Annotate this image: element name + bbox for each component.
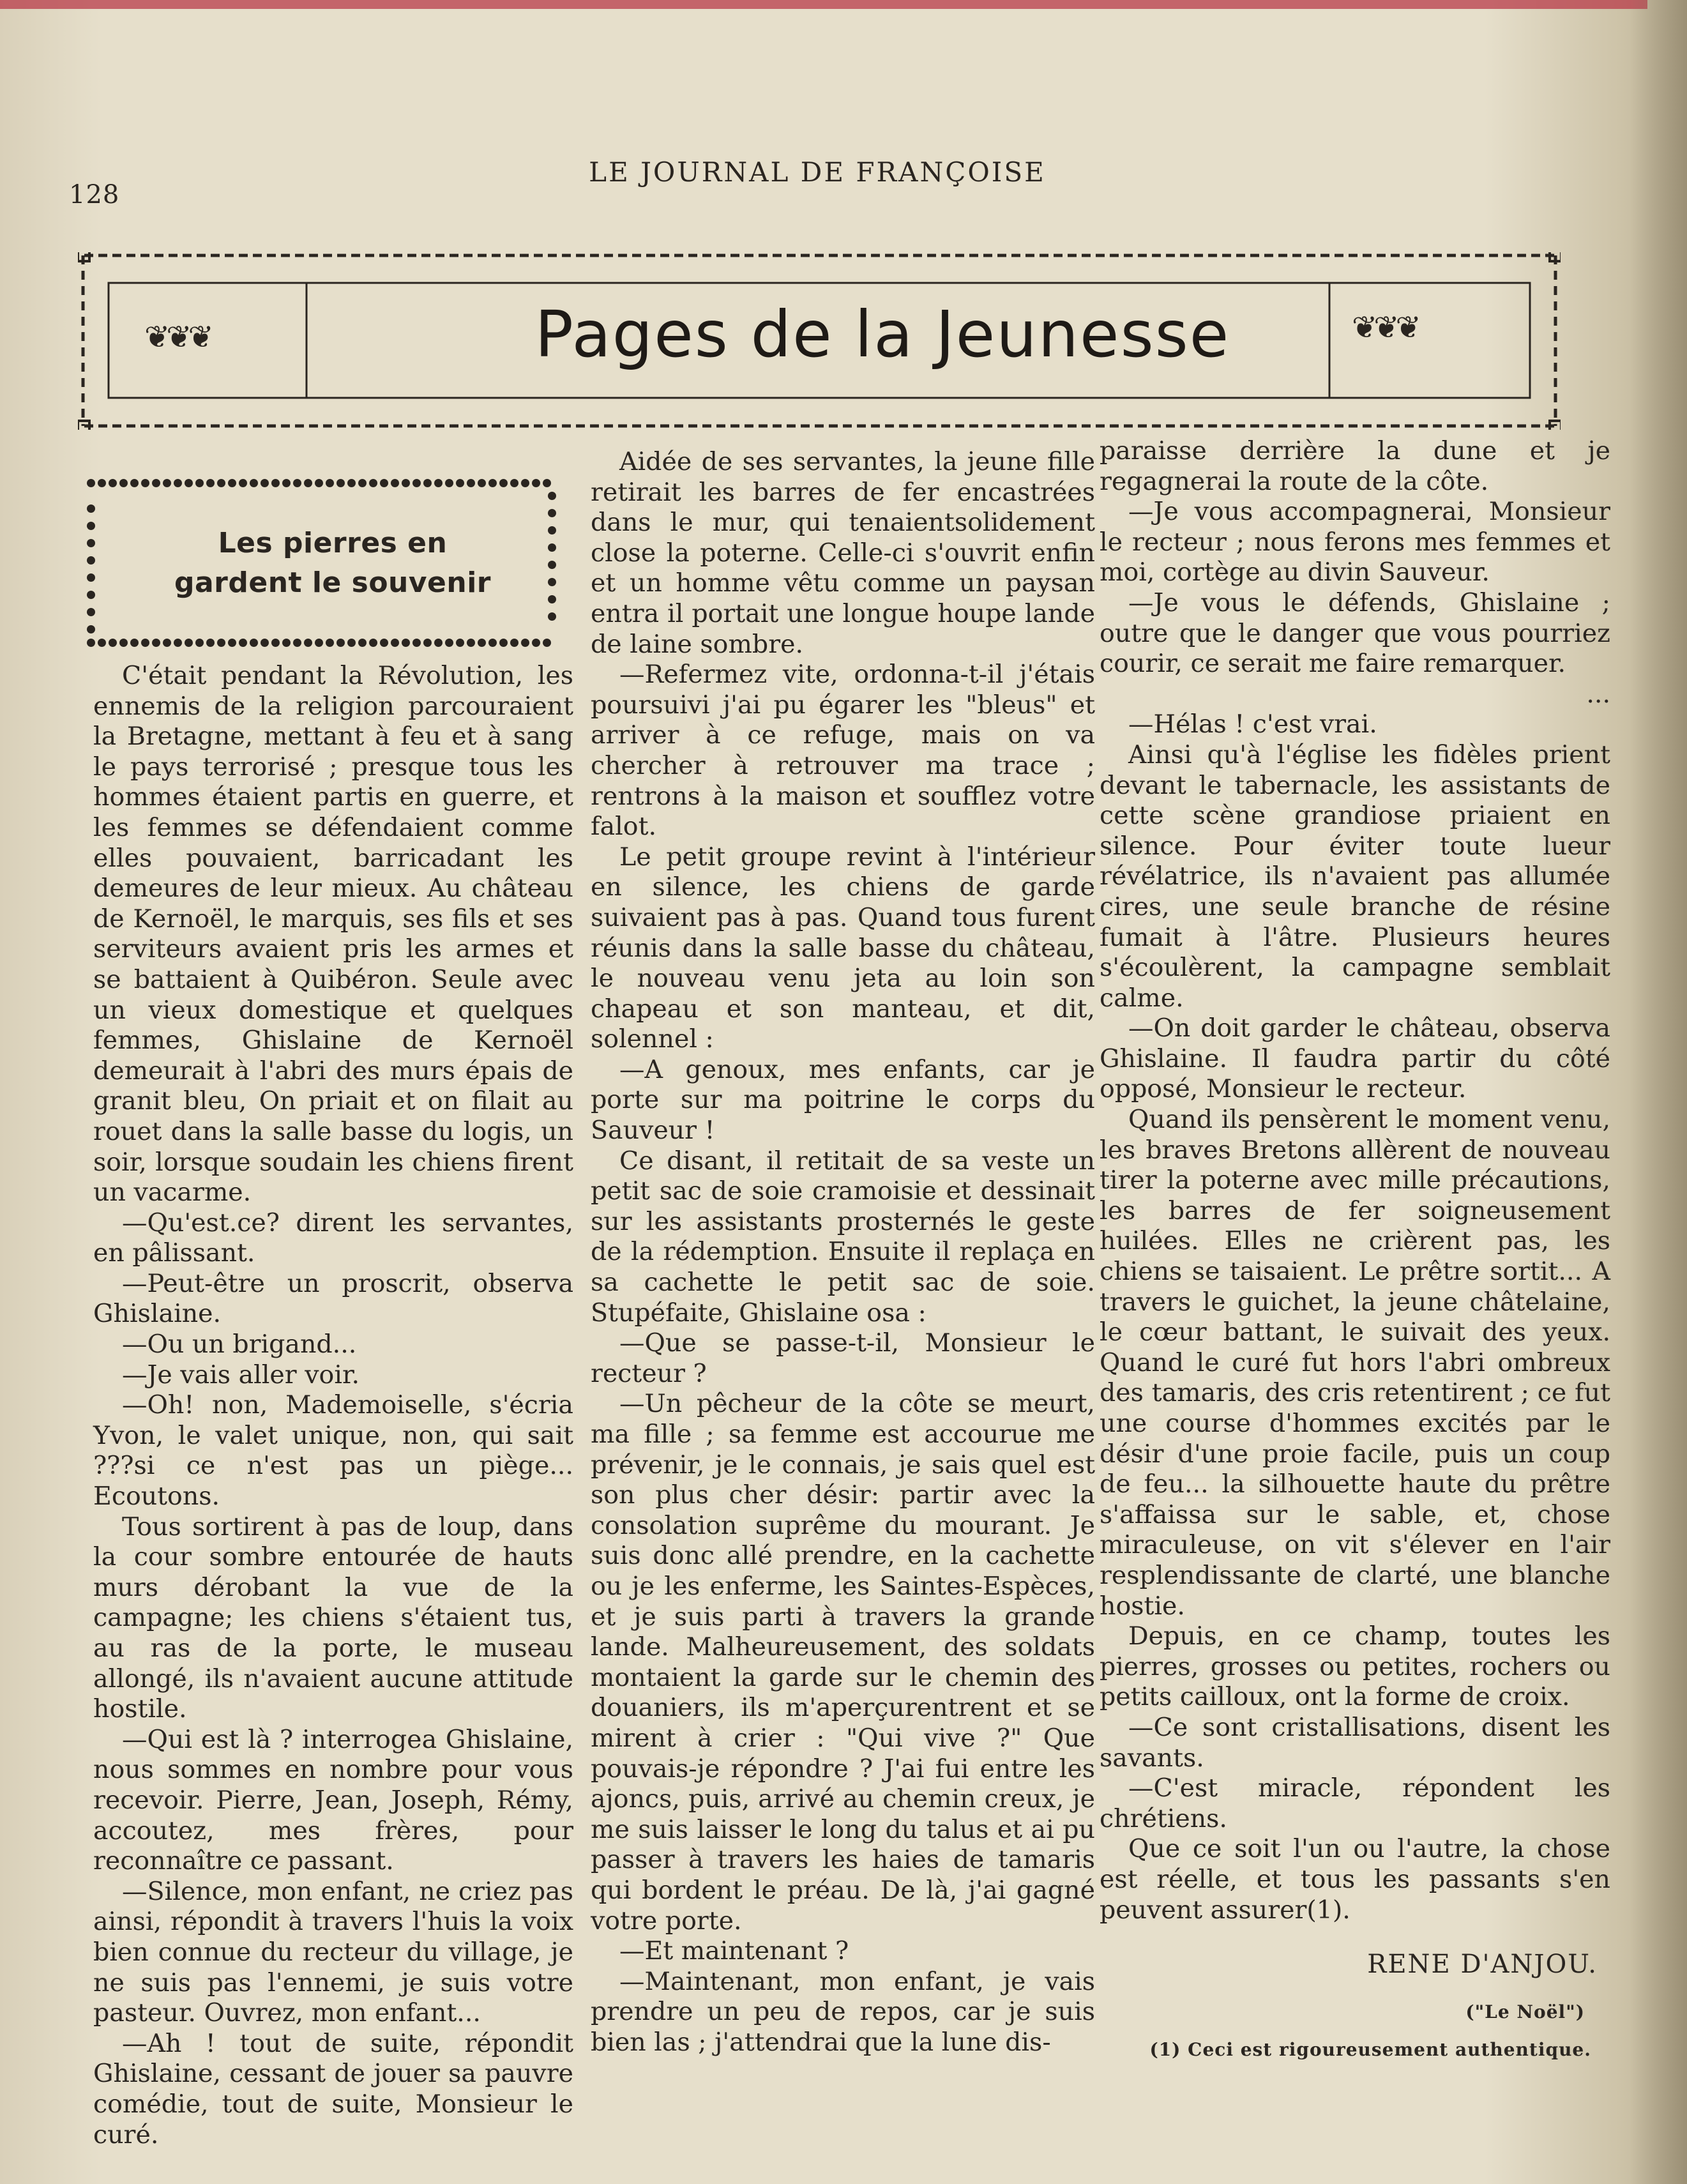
- border-dot: [195, 479, 204, 487]
- border-dot: [282, 479, 291, 487]
- border-dot: [261, 479, 269, 487]
- border-dot: [239, 479, 247, 487]
- border-dot: [467, 479, 475, 487]
- border-dot: [478, 479, 486, 487]
- border-dot: [87, 608, 95, 616]
- author-signature: RENE D'ANJOU.: [1367, 1950, 1598, 1980]
- paragraph: —Refermez vite, ordonna-t-il j'étais poursuivi j'ai pu égarer les "bleus" et arriver à ce refuge, mais on va chercher à retrouver ma trace ; rentrons à la maison et soufflez votre falot.: [591, 660, 1095, 842]
- paragraph: Tous sortirent à pas de loup, dans la cour sombre entourée de hauts murs dérobant la vue de la campagne; les chiens s'étaient tus, au ras de la porte, le museau allongé, ils n'avaient aucune attitude hostile.: [93, 1512, 573, 1724]
- border-dot: [434, 479, 443, 487]
- border-dot: [163, 639, 171, 647]
- border-dot: [434, 639, 443, 647]
- paragraph: —On doit garder le château, observa Ghislaine. Il faudra partir du côté opposé, Monsieur le recteur.: [1100, 1013, 1610, 1104]
- border-dot: [548, 526, 556, 535]
- dotted-border-left: [87, 504, 95, 633]
- paragraph: Ce disant, il retitait de sa veste un petit sac de soie cramoisie et dessinait sur les assistants prosternés le geste de la rédemption. Ensuite il replaça en sa cachette le petit sac de soie. Stupéfaite, Ghislaine osa :: [591, 1146, 1095, 1328]
- border-dot: [412, 639, 421, 647]
- border-dot: [543, 479, 551, 487]
- border-dot: [98, 479, 106, 487]
- leaf-ornament-left-icon: ❦❦❦: [144, 319, 210, 355]
- border-dot: [217, 639, 225, 647]
- paragraph: —Un pêcheur de la côte se meurt, ma fille ; sa femme est accourue me prévenir, je le connais, je sais quel est son plus cher désir: partir avec la consolation suprême du mourant. Je suis donc allé prendre, en la cachette ou je les enferme, les Saintes-Espèces, et je suis parti à travers la grande lande. Malheureusement, des soldats montaient la garde sur le chemin des douaniers, ils m'aperçurentrent et se mirent à crier : "Qui vive ?" Que pouvais-je répondre ? J'ai fui entre les ajoncs, puis, arrivé au chemin creux, je me suis laisser le long du talus et ai pu passer à travers les haies de tamaris qui bordent le préau. De là, j'ai gagné votre porte.: [591, 1389, 1095, 1936]
- border-dot: [271, 479, 280, 487]
- border-dot: [206, 639, 215, 647]
- border-dot: [195, 639, 204, 647]
- border-dot: [119, 479, 128, 487]
- footnote: (1) Ceci est rigoureusement authentique.: [1149, 2039, 1591, 2061]
- border-dot: [315, 639, 323, 647]
- paragraph: —Ah ! tout de suite, répondit Ghislaine, cessant de jouer sa pauvre comédie, tout de suite, Monsieur le curé.: [93, 2028, 573, 2150]
- border-dot: [163, 479, 171, 487]
- border-dot: [185, 479, 193, 487]
- border-dot: [337, 639, 345, 647]
- border-dot: [467, 639, 475, 647]
- paragraph: —Que se passe-t-il, Monsieur le recteur ?: [591, 1328, 1095, 1388]
- paragraph: —Qu'est.ce? dirent les servantes, en pâlissant.: [93, 1208, 573, 1268]
- border-dot: [358, 639, 367, 647]
- paragraph: paraisse derrière la dune et je regagnerai la route de la côte.: [1100, 436, 1610, 496]
- border-dot: [141, 479, 149, 487]
- border-dot: [445, 479, 453, 487]
- border-dot: [499, 479, 508, 487]
- border-dot: [548, 561, 556, 569]
- border-dot: [87, 504, 95, 513]
- dotted-border-right: [548, 492, 556, 621]
- border-dot: [445, 639, 453, 647]
- border-dot: [261, 639, 269, 647]
- border-dot: [326, 639, 334, 647]
- border-dot: [423, 639, 432, 647]
- border-dot: [391, 639, 399, 647]
- paragraph: —Je vous le défends, Ghislaine ; outre que le danger que vous pourriez courir, ce serait me faire remarquer.: [1100, 588, 1610, 679]
- border-dot: [87, 479, 95, 487]
- border-dot: [293, 479, 301, 487]
- border-dot: [87, 591, 95, 599]
- border-dot: [228, 639, 236, 647]
- border-dot: [402, 479, 410, 487]
- border-dot: [369, 639, 377, 647]
- border-dot: [239, 639, 247, 647]
- border-dot: [423, 479, 432, 487]
- paragraph: —Et maintenant ?: [619, 1936, 849, 1966]
- border-dot: [217, 479, 225, 487]
- border-dot: [358, 479, 367, 487]
- border-dot: [380, 639, 388, 647]
- border-dot: [304, 639, 312, 647]
- ellipsis: ...: [1586, 679, 1610, 709]
- border-dot: [271, 639, 280, 647]
- border-dot: [402, 639, 410, 647]
- page-top-edge: [0, 0, 1647, 9]
- border-dot: [87, 522, 95, 530]
- paragraph: —Je vais aller voir.: [122, 1360, 360, 1390]
- column-1: [93, 661, 573, 2150]
- border-dot: [488, 639, 497, 647]
- border-dot: [87, 573, 95, 582]
- border-dot: [510, 639, 518, 647]
- border-dot: [130, 639, 139, 647]
- column-2: [591, 447, 1095, 2058]
- paragraph: Que ce soit l'un ou l'autre, la chose est réelle, et tous les passants s'en peuvent assurer(1).: [1100, 1834, 1610, 1925]
- article-title-box: [87, 479, 557, 648]
- border-dot: [87, 556, 95, 565]
- border-dot: [119, 639, 128, 647]
- border-dot: [510, 479, 518, 487]
- border-dot: [282, 639, 291, 647]
- border-dot: [543, 639, 551, 647]
- border-dot: [87, 539, 95, 547]
- border-dot: [109, 639, 117, 647]
- border-dot: [206, 479, 215, 487]
- border-dot: [250, 639, 258, 647]
- border-dot: [174, 479, 182, 487]
- border-dot: [521, 639, 529, 647]
- paragraph: Ainsi qu'à l'église les fidèles prient devant le tabernacle, les assistants de cette scène grandiose priaient en silence. Pour éviter toute lueur révélatrice, ils n'avaient pas allumée cires, une seule branche de résine fumait à l'âtre. Plusieurs heures s'écoulèrent, la campagne semblait calme.: [1100, 739, 1610, 1013]
- border-dot: [250, 479, 258, 487]
- border-dot: [326, 479, 334, 487]
- border-dot: [412, 479, 421, 487]
- border-dot: [548, 543, 556, 552]
- dotted-border-top: [87, 479, 551, 487]
- border-dot: [548, 578, 556, 586]
- border-dot: [548, 612, 556, 621]
- paragraph: —Hélas ! c'est vrai.: [1128, 709, 1377, 739]
- border-dot: [548, 509, 556, 517]
- border-dot: [391, 479, 399, 487]
- border-dot: [293, 639, 301, 647]
- border-dot: [456, 479, 464, 487]
- border-dot: [174, 639, 182, 647]
- leaf-ornament-right-icon: ❦❦❦: [1352, 310, 1418, 345]
- paragraph: Quand ils pensèrent le moment venu, les braves Bretons allèrent de nouveau tirer la poterne avec mille précautions, les barres de fer soigneusement huilées. Elles ne crièrent pas, les chiens se taisaient. Le prêtre sortit... A travers le guichet, la jeune châtelaine, le cœur battant, le suivait des yeux. Quand le curé fut hors l'abri ombreux des tamaris, des cris retentirent ; ce fut une course d'hommes excités par le désir d'une proie facile, puis un coup de feu... la silhouette haute du prêtre s'affaissa sur le sable, et, chose miraculeuse, on vit s'élever en l'air resplendissante de clarté, une blanche hostie.: [1100, 1105, 1610, 1621]
- border-dot: [109, 479, 117, 487]
- border-dot: [304, 479, 312, 487]
- dotted-border-bottom: [87, 639, 551, 647]
- page-number: 128: [69, 180, 120, 209]
- border-dot: [141, 639, 149, 647]
- section-title: Pages de la Jeunesse: [534, 297, 1230, 372]
- paragraph: C'était pendant la Révolution, les ennemis de la religion parcouraient la Bretagne, mettant à feu et à sang le pays terrorisé ; presque tous les hommes étaient partis en guerre, et les femmes se défendaient comme elles pouvaient, barricadant les demeures de leur mieux. Au château de Kernoël, le marquis, ses fils et ses serviteurs avaient pris les armes et se battaient à Quibéron. Seule avec un vieux domestique et quelques femmes, Ghislaine de Kernoël demeurait à l'abri des murs épais de granit bleu, On priait et on filait au rouet dans la salle basse du logis, un soir, lorsque soudain les chiens firent un vacarme.: [93, 661, 573, 1208]
- border-dot: [548, 595, 556, 603]
- paragraph: —Ou un brigand...: [122, 1330, 357, 1360]
- paragraph: —Silence, mon enfant, ne criez pas ainsi, répondit à travers l'huis la voix bien connue du recteur du village, je ne suis pas l'ennemi, je suis votre pasteur. Ouvrez, mon enfant...: [93, 1876, 573, 2028]
- column-3: [1100, 436, 1610, 2065]
- border-dot: [532, 479, 540, 487]
- border-dot: [337, 479, 345, 487]
- border-dot: [347, 639, 356, 647]
- source-credit: ("Le Noël"): [1465, 2001, 1585, 2022]
- paragraph: —Qui est là ? interrogea Ghislaine, nous sommes en nombre pour vous recevoir. Pierre, Jean, Joseph, Rémy, accoutez, mes frères, pour reconnaître ce passant.: [93, 1724, 573, 1876]
- border-dot: [478, 639, 486, 647]
- paragraph: Aidée de ses servantes, la jeune fille retirait les barres de fer encastrées dans le mur, qui tenaientsolidement close la poterne. Celle-ci s'ouvrit enfin et un homme vêtu comme un paysan entra il portait une longue houpe lande de laine sombre.: [591, 447, 1095, 659]
- border-dot: [315, 479, 323, 487]
- border-dot: [380, 479, 388, 487]
- paragraph: —Je vous accompagnerai, Monsieur le recteur ; nous ferons mes femmes et moi, cortège au divin Sauveur.: [1100, 497, 1610, 588]
- border-dot: [488, 479, 497, 487]
- border-dot: [548, 492, 556, 500]
- border-dot: [87, 625, 95, 633]
- paragraph: Le petit groupe revint à l'intérieur en silence, les chiens de garde suivaient pas à pas. Quand tous furent réunis dans la salle basse du château, le nouveau venu jeta au loin son chapeau et son manteau, et dit, solennel :: [591, 842, 1095, 1054]
- border-dot: [521, 479, 529, 487]
- paragraph: —Oh! non, Mademoiselle, s'écria Yvon, le valet unique, non, qui sait ???si ce n'est pas un piège... Ecoutons.: [93, 1390, 573, 1512]
- border-dot: [130, 479, 139, 487]
- section-banner: [78, 252, 1561, 430]
- border-dot: [87, 639, 95, 647]
- border-dot: [347, 479, 356, 487]
- border-dot: [98, 639, 106, 647]
- border-dot: [532, 639, 540, 647]
- border-dot: [369, 479, 377, 487]
- border-dot: [228, 479, 236, 487]
- paragraph: —C'est miracle, répondent les chrétiens.: [1100, 1773, 1610, 1833]
- border-dot: [152, 639, 160, 647]
- article-title: Les pierres en gardent le souvenir: [174, 527, 491, 599]
- border-dot: [499, 639, 508, 647]
- border-dot: [185, 639, 193, 647]
- paragraph: —Peut-être un proscrit, observa Ghislaine.: [93, 1268, 573, 1329]
- paragraph: —Maintenant, mon enfant, je vais prendre un peu de repos, car je suis bien las ; j'attendrai que la lune dis-: [591, 1966, 1095, 2057]
- page-binding-shadow: [1630, 0, 1687, 2184]
- border-dot: [152, 479, 160, 487]
- running-head: LE JOURNAL DE FRANÇOISE: [589, 156, 1046, 188]
- border-dot: [456, 639, 464, 647]
- paragraph: Depuis, en ce champ, toutes les pierres, grosses ou petites, rochers ou petits cailloux, ont la forme de croix.: [1100, 1621, 1610, 1712]
- paragraph: —A genoux, mes enfants, car je porte sur ma poitrine le corps du Sauveur !: [591, 1054, 1095, 1146]
- paragraph: —Ce sont cristallisations, disent les savants.: [1100, 1712, 1610, 1773]
